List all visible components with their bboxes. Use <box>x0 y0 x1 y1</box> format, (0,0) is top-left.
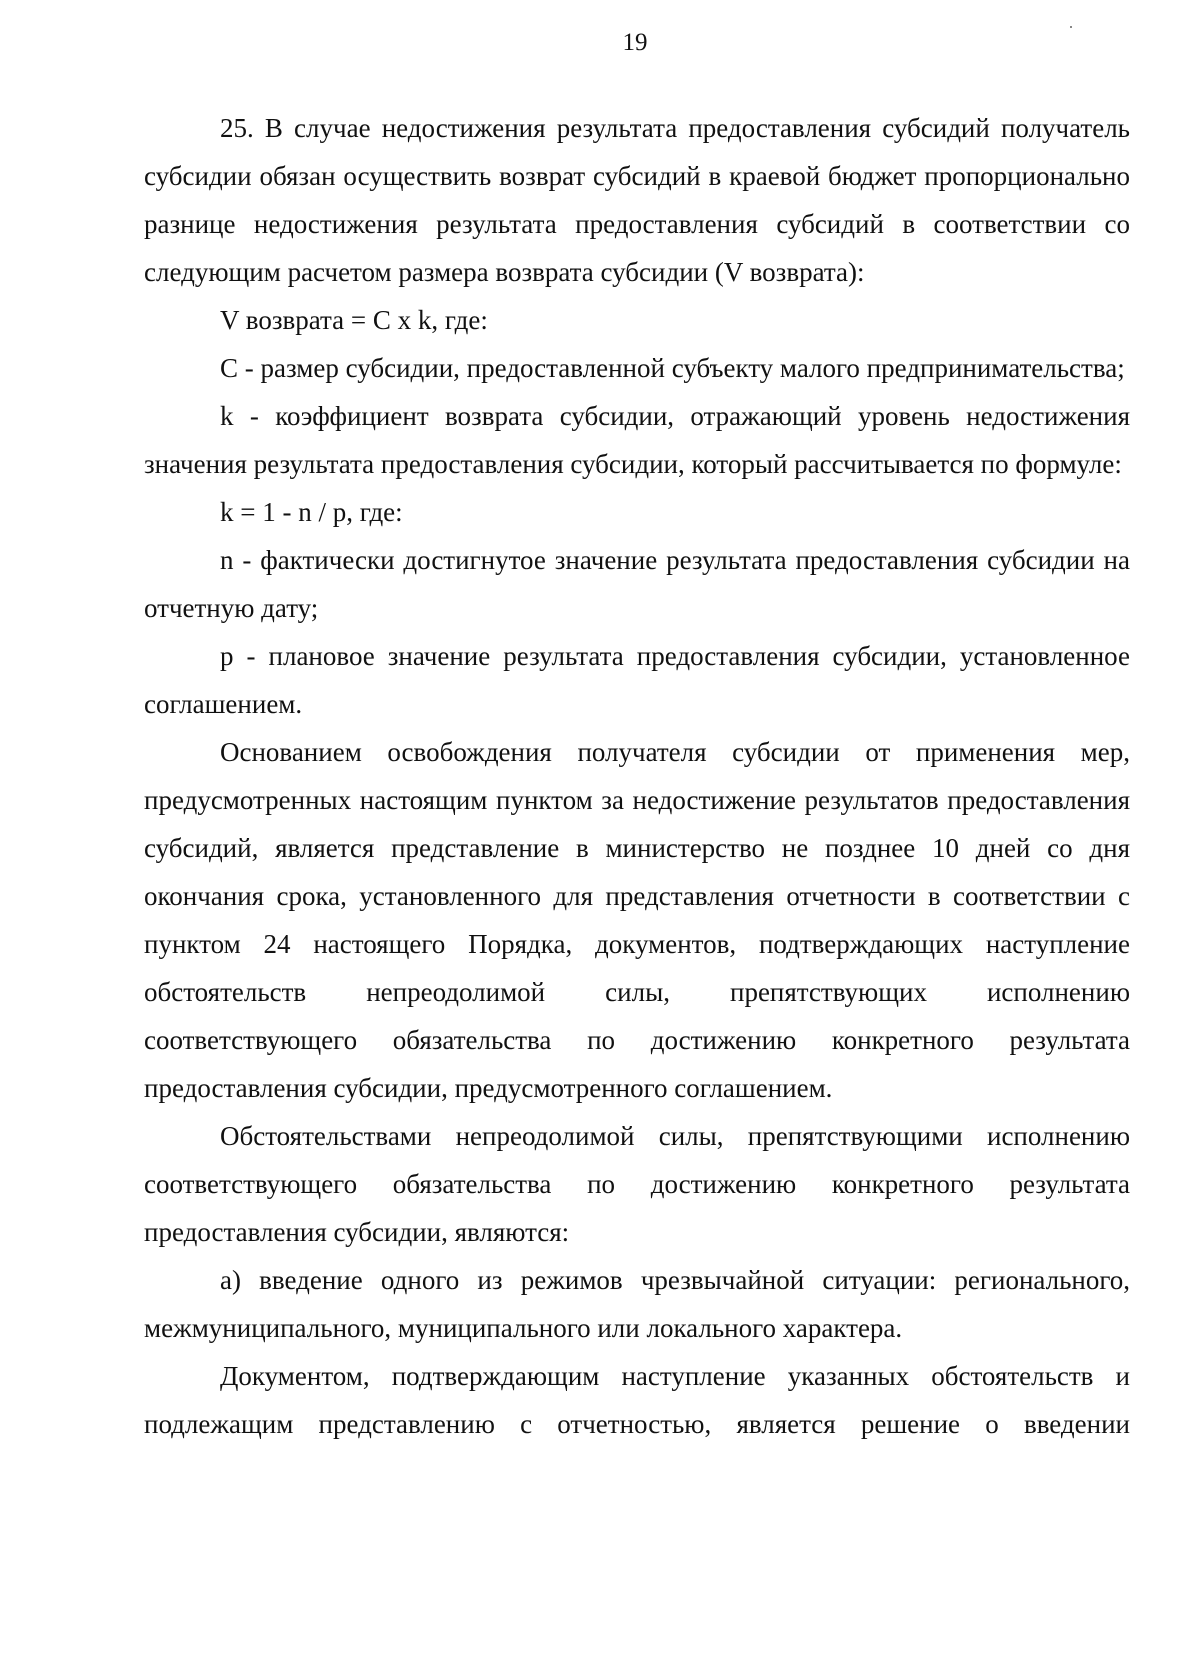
formula-k: k = 1 - n / p, где: <box>220 497 403 527</box>
paragraph-force-majeure: Обстоятельствами непреодолимой силы, препятствующими исполнению соответствующего обязательства по достижению конкретного результата предоставления субсидии, являются: <box>144 1121 1130 1247</box>
paragraph-exemption-basis: Основанием освобождения получателя субсидии от применения мер, предусмотренных настоящим пунктом за недостижение результатов предоставления субсидий, является представление в министерство не позднее 10 дней со дня окончания срока, установленного для представления отчетности в соответствии с пунктом 24 настоящего Порядка, документов, подтверждающих наступление обстоятельств непреодолимой силы, препятствующих исполнению соответствующего обязательства по достижению конкретного результата предоставления субсидии, предусмотренного соглашением. <box>144 737 1130 1103</box>
definition-n: n - фактически достигнутое значение результата предоставления субсидии на отчетную дату; <box>144 545 1130 623</box>
definition-p: p - плановое значение результата предоставления субсидии, установленное соглашением. <box>144 641 1130 719</box>
formula-v-return: V возврата = С х k, где: <box>220 305 488 335</box>
paragraph-25: 25. В случае недостижения результата предоставления субсидий получатель субсидии обязан осуществить возврат субсидий в краевой бюджет пропорционально разнице недостижения результата предоставления субсидий в соответствии со следующим расчетом размера возврата субсидии (V возврата): <box>144 113 1130 287</box>
document-body <box>144 104 1130 1448</box>
paragraph-confirming-document: Документом, подтверждающим наступление указанных обстоятельств и подлежащим представлению с отчетностью, является решение о введении <box>144 1361 1130 1439</box>
scan-speck <box>1070 26 1072 28</box>
page-number: 19 <box>622 29 648 56</box>
definition-k: k - коэффициент возврата субсидии, отражающий уровень недостижения значения результата предоставления субсидии, который рассчитывается по формуле: <box>144 401 1130 479</box>
definition-c: С - размер субсидии, предоставленной субъекту малого предпринимательства; <box>220 353 1125 383</box>
list-item-a: а) введение одного из режимов чрезвычайной ситуации: регионального, межмуниципального, муниципального или локального характера. <box>144 1265 1130 1343</box>
